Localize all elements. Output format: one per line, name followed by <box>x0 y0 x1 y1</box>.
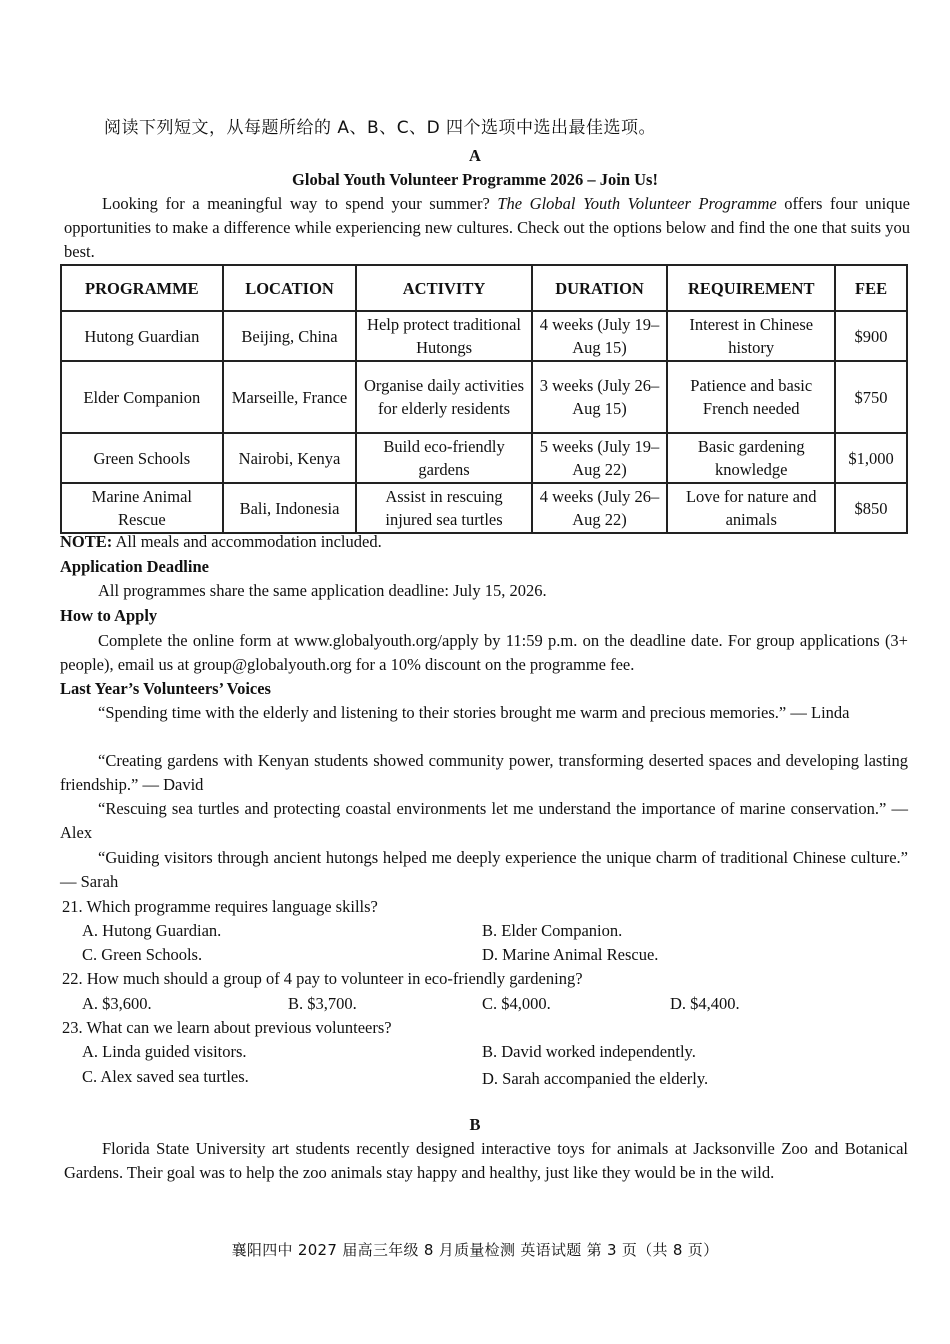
apply-text: Complete the online form at www.globalyouth.org/apply by 11:59 p.m. on the deadline date. For group applications (3+ people), email us at group@globalyouth.org for a 10% discount on the programme fee. <box>60 631 908 674</box>
table-cell: 4 weeks (July 19–Aug 15) <box>532 311 668 361</box>
table-cell: $850 <box>835 483 907 533</box>
page-footer: 襄阳四中 2027 届高三年级 8 月质量检测 英语试题 第 3 页（共 8 页） <box>231 1241 719 1259</box>
q21-option-b[interactable]: B. Elder Companion. <box>482 921 623 940</box>
q22-option-b[interactable]: B. $3,700. <box>288 994 357 1013</box>
table-cell: Patience and basic French needed <box>667 361 835 433</box>
q21-option-c[interactable]: C. Green Schools. <box>82 945 203 964</box>
q21-option-d[interactable]: D. Marine Animal Rescue. <box>482 945 659 964</box>
table-cell: Nairobi, Kenya <box>223 433 357 483</box>
question-23-stem: 23. What can we learn about previous volunteers? <box>62 1018 392 1037</box>
programme-table <box>60 264 908 534</box>
question-22-stem: 22. How much should a group of 4 pay to volunteer in eco-friendly gardening? <box>62 969 583 988</box>
table-cell: Elder Companion <box>61 361 223 433</box>
note-line <box>60 530 382 554</box>
apply-heading: How to Apply <box>60 606 158 625</box>
table-cell: Interest in Chinese history <box>667 311 835 361</box>
table-cell: Marine Animal Rescue <box>61 483 223 533</box>
table-row <box>61 361 907 433</box>
section-a-letter: A <box>469 146 481 165</box>
header-location: LOCATION <box>223 265 357 311</box>
q23-option-c[interactable]: C. Alex saved sea turtles. <box>82 1067 249 1086</box>
header-requirement: REQUIREMENT <box>667 265 835 311</box>
table-cell: Build eco-friendly gardens <box>356 433 531 483</box>
question-21-stem: 21. Which programme requires language skills? <box>62 897 378 916</box>
section-b-text: Florida State University art students recently designed interactive toys for animals at Jacksonville Zoo and Botanical Gardens. Their goal was to help the zoo animals stay happy and healthy, just like they would be in the wild. <box>64 1139 908 1182</box>
q22-option-a[interactable]: A. $3,600. <box>82 994 152 1013</box>
table-cell: Beijing, China <box>223 311 357 361</box>
table-row <box>61 433 907 483</box>
intro-italic: The Global Youth Volunteer Programme <box>497 194 777 213</box>
q23-option-d[interactable]: D. Sarah accompanied the elderly. <box>482 1069 709 1088</box>
table-row <box>61 483 907 533</box>
table-cell: Hutong Guardian <box>61 311 223 361</box>
table-cell: Basic gardening knowledge <box>667 433 835 483</box>
table-cell: 3 weeks (July 26–Aug 15) <box>532 361 668 433</box>
voice-quote-david: “Creating gardens with Kenyan students showed community power, transforming deserted spaces and developing lasting friendship.” — David <box>60 751 908 794</box>
q22-option-d[interactable]: D. $4,400. <box>670 994 740 1013</box>
table-cell: $1,000 <box>835 433 907 483</box>
header-activity: ACTIVITY <box>356 265 531 311</box>
intro-end: offers four unique opportunities to make a difference while experiencing new cultures. Check out the options below and find the one that suits you best. <box>64 194 911 261</box>
table-header-row <box>61 265 907 311</box>
note-text: All meals and accommodation included. <box>112 532 382 551</box>
q23-option-a[interactable]: A. Linda guided visitors. <box>82 1042 247 1061</box>
intro-start: Looking for a meaningful way to spend your summer? <box>102 194 498 213</box>
header-fee: FEE <box>835 265 907 311</box>
instruction-text: 阅读下列短文，从每题所给的 A、B、C、D 四个选项中选出最佳选项。 <box>104 118 657 138</box>
q22-option-c[interactable]: C. $4,000. <box>482 994 551 1013</box>
voice-quote-linda: “Spending time with the elderly and listening to their stories brought me warm and precious memories.” — Linda <box>98 703 850 722</box>
q21-option-a[interactable]: A. Hutong Guardian. <box>82 921 222 940</box>
q23-option-b[interactable]: B. David worked independently. <box>482 1042 696 1061</box>
header-duration: DURATION <box>532 265 668 311</box>
table-cell: Help protect traditional Hutongs <box>356 311 531 361</box>
table-cell: Marseille, France <box>223 361 357 433</box>
table-cell: 4 weeks (July 26–Aug 22) <box>532 483 668 533</box>
table-cell: $750 <box>835 361 907 433</box>
voices-heading: Last Year’s Volunteers’ Voices <box>60 679 271 698</box>
table-cell: Green Schools <box>61 433 223 483</box>
table-cell: Love for nature and animals <box>667 483 835 533</box>
section-b-letter: B <box>469 1115 481 1134</box>
table-cell: Bali, Indonesia <box>223 483 357 533</box>
section-a-intro <box>64 192 910 264</box>
table-cell: 5 weeks (July 19–Aug 22) <box>532 433 668 483</box>
section-a-title: Global Youth Volunteer Programme 2026 – Join Us! <box>292 170 658 189</box>
voice-quote-alex: “Rescuing sea turtles and protecting coastal environments let me understand the importance of marine conservation.” — Alex <box>60 799 908 842</box>
note-label: NOTE: <box>60 532 113 551</box>
deadline-text: All programmes share the same application deadline: July 15, 2026. <box>98 581 547 600</box>
voice-quote-sarah: “Guiding visitors through ancient hutongs helped me deeply experience the unique charm of traditional Chinese culture.” — Sarah <box>60 848 908 891</box>
table-cell: $900 <box>835 311 907 361</box>
table-cell: Assist in rescuing injured sea turtles <box>356 483 531 533</box>
table-row <box>61 311 907 361</box>
table-cell: Organise daily activities for elderly residents <box>356 361 531 433</box>
deadline-heading: Application Deadline <box>60 557 209 576</box>
header-programme: PROGRAMME <box>61 265 223 311</box>
